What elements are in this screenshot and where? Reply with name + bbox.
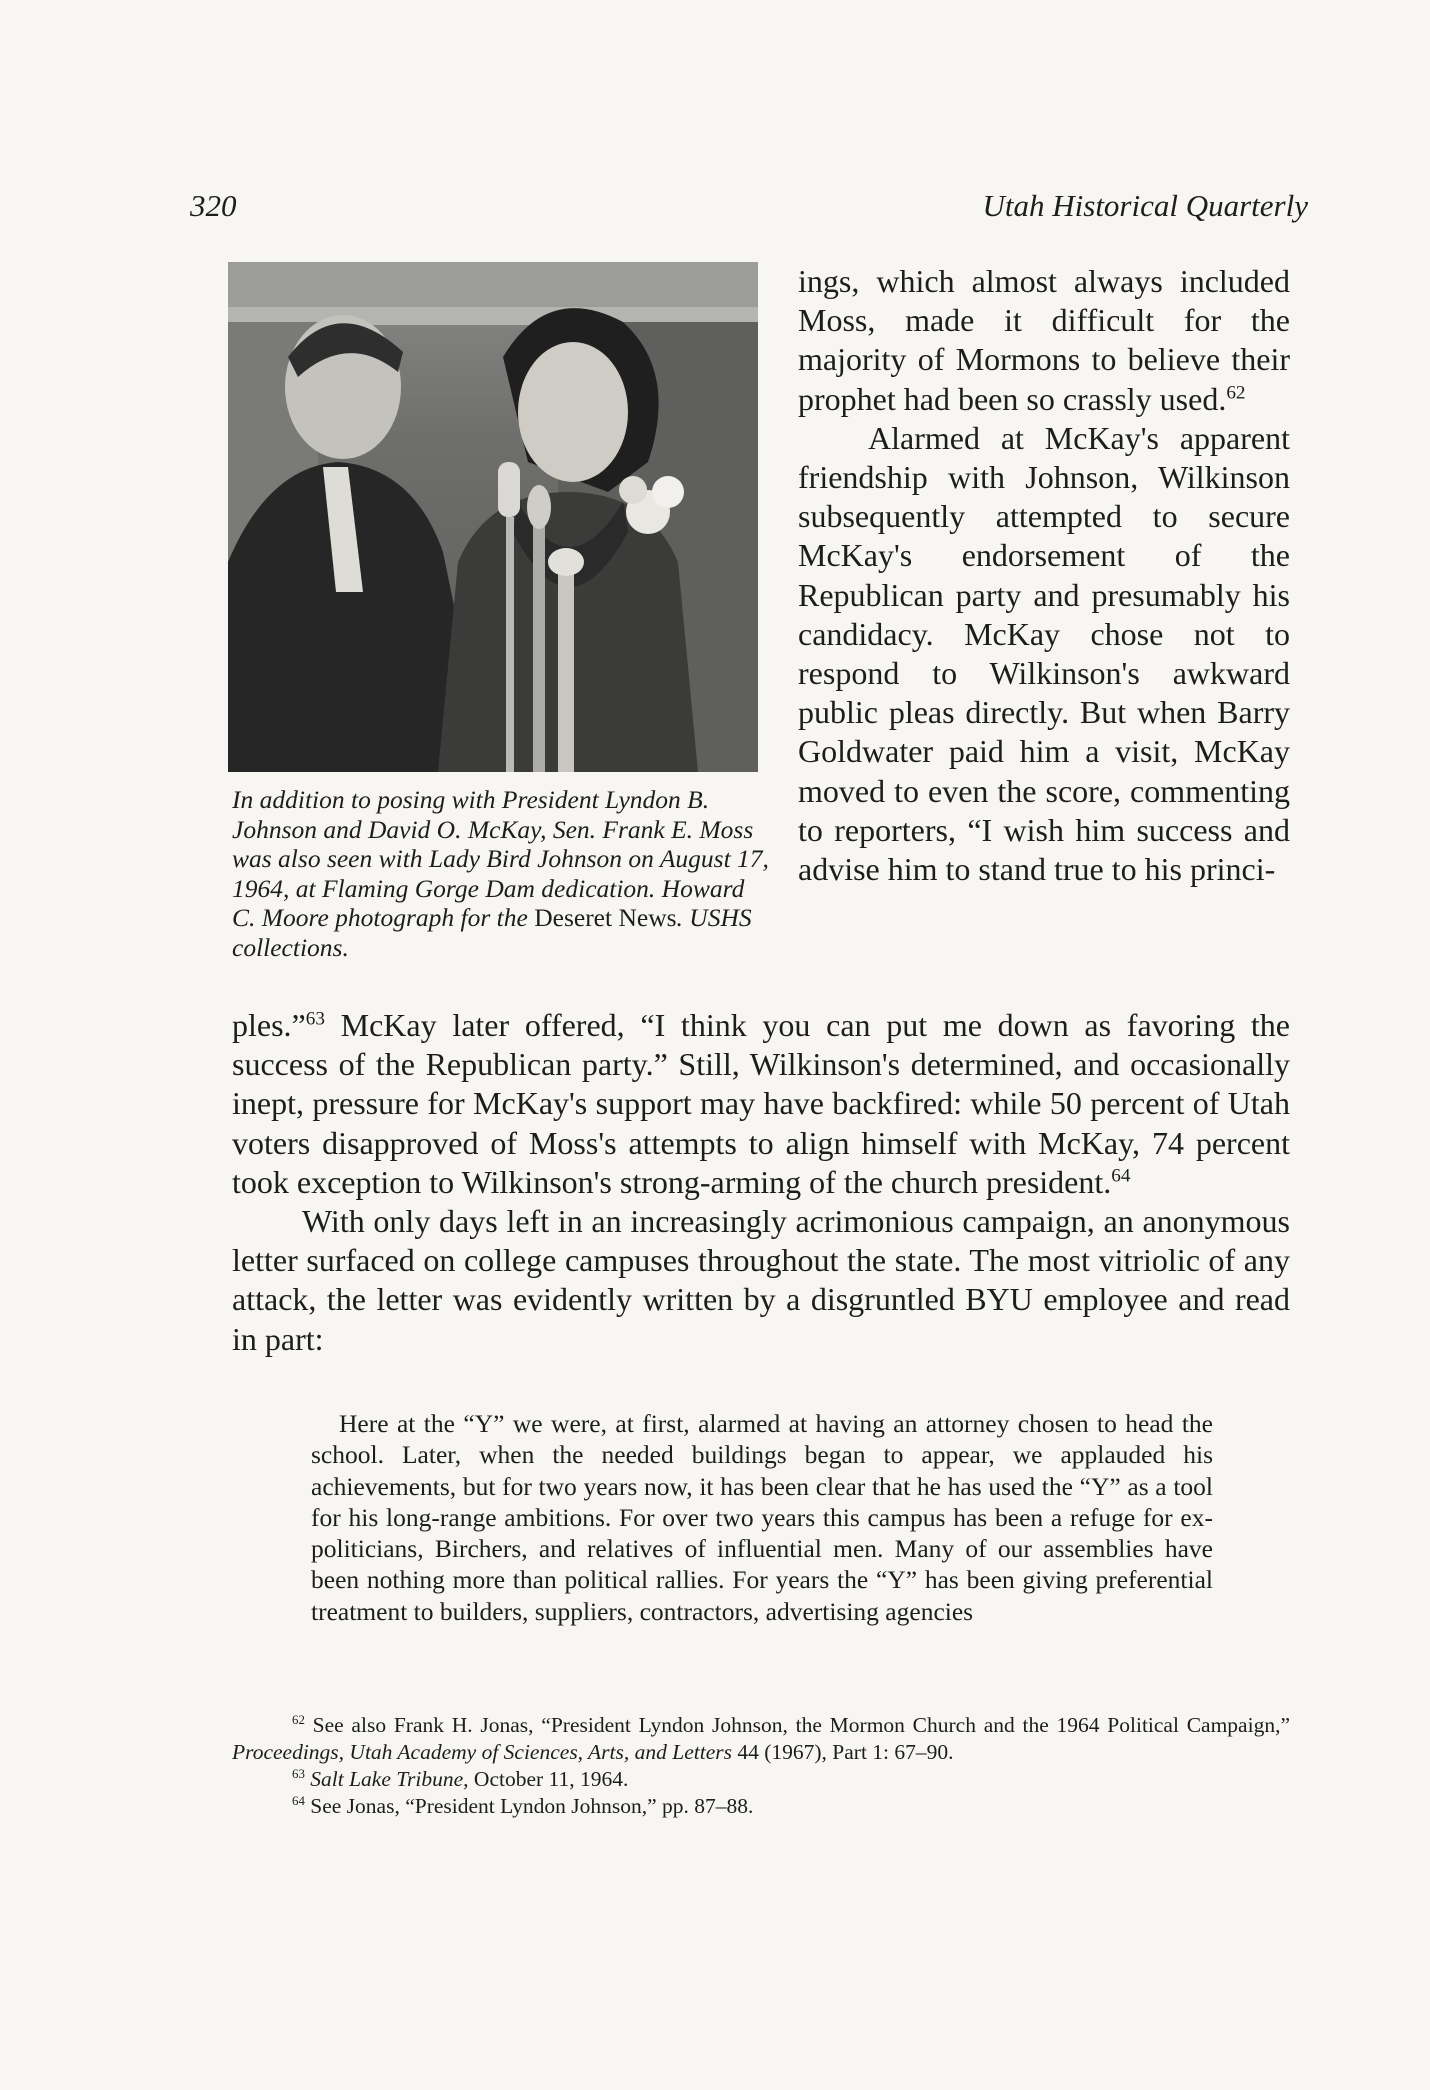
photograph	[228, 262, 758, 772]
caption-credit: . USHS collections.	[232, 903, 752, 962]
footnote-number: 62	[292, 1712, 305, 1727]
footnote-text: See also Frank H. Jonas, “President Lyndon Johnson, the Mormon Church and the 1964 Political Campaign,”	[304, 1713, 1290, 1737]
paragraph	[798, 262, 1290, 419]
paragraph-text: McKay later offered, “I think you can put me down as favoring the success of the Republican party.” Still, Wilkinson's determined, and occasionally inept, pressure for McKay's support may have backfired: while 50 percent of Utah voters disapproved of Moss's attempts to align himself with McKay, 74 percent took exception to Wilkinson's strong-arming of the church president.	[232, 1007, 1290, 1200]
paragraph	[232, 1006, 1290, 1202]
footnotes	[232, 1712, 1290, 1820]
footnote-ref-63: 63	[305, 1008, 325, 1030]
paragraph: With only days left in an increasingly acrimonious campaign, an anonymous letter surfaced on college campuses throughout the state. The most vitriolic of any attack, the letter was evidently written by a disgruntled BYU employee and read in part:	[232, 1203, 1290, 1357]
footnote-number: 63	[292, 1766, 305, 1781]
running-title: Utah Historical Quarterly	[982, 188, 1308, 223]
footnote-text: 44 (1967), Part 1: 67–90.	[731, 1740, 954, 1764]
page-number: 320	[190, 188, 237, 223]
body-text	[232, 1006, 1290, 1359]
footnote-source: Proceedings, Utah Academy of Sciences, Arts, and Letters	[232, 1740, 732, 1764]
footnote-text: October 11, 1964.	[468, 1767, 629, 1791]
block-quote: Here at the “Y” we were, at first, alarmed at having an attorney chosen to head the school. Later, when the needed buildings began to appear, we applauded his achievements, but for two years now, it has been clear that he has used the “Y” as a tool for his long-range ambitions. For over two years this campus has been a refuge for ex-politicians, Birchers, and relatives of influential men. Many of our assemblies have been nothing more than political rallies. For years the “Y” has been giving preferential treatment to builders, suppliers, contractors, advertising agencies	[311, 1409, 1213, 1626]
paragraph-text: ings, which almost always included Moss, made it difficult for the majority of Mormons to believe their prophet had been so crassly used.	[798, 263, 1290, 417]
footnote-63	[232, 1766, 1290, 1793]
paragraph: Alarmed at McKay's apparent friendship with Johnson, Wilkinson subsequently attempted to secure McKay's endorsement of the Republican party and presumably his candidacy. McKay chose not to respond to Wilkinson's awkward public pleas directly. But when Barry Goldwater paid him a visit, McKay moved to even the score, commenting to reporters, “I wish him success and advise him to stand true to his princi-	[798, 419, 1290, 888]
footnote-64	[232, 1793, 1290, 1820]
footnote-source: Salt Lake Tribune,	[304, 1767, 469, 1791]
footnote-text: See Jonas, “President Lyndon Johnson,” pp. 87–88.	[304, 1794, 754, 1818]
right-column-text	[798, 262, 1290, 889]
footnote-62	[232, 1712, 1290, 1766]
footnote-ref-64: 64	[1111, 1165, 1131, 1187]
footnote-ref-62: 62	[1226, 381, 1246, 403]
figure-caption	[232, 785, 772, 962]
caption-text: In addition to posing with President Lyndon B. Johnson and David O. McKay, Sen. Frank E. Moss was also seen with Lady Bird Johnson on August 17, 1964, at Flaming Gorge Dam dedication. Howard C. Moore photograph for the	[232, 785, 769, 932]
caption-newspaper: Deseret News	[534, 903, 677, 932]
footnote-number: 64	[292, 1793, 305, 1808]
paragraph-start: ples.”	[232, 1007, 306, 1043]
